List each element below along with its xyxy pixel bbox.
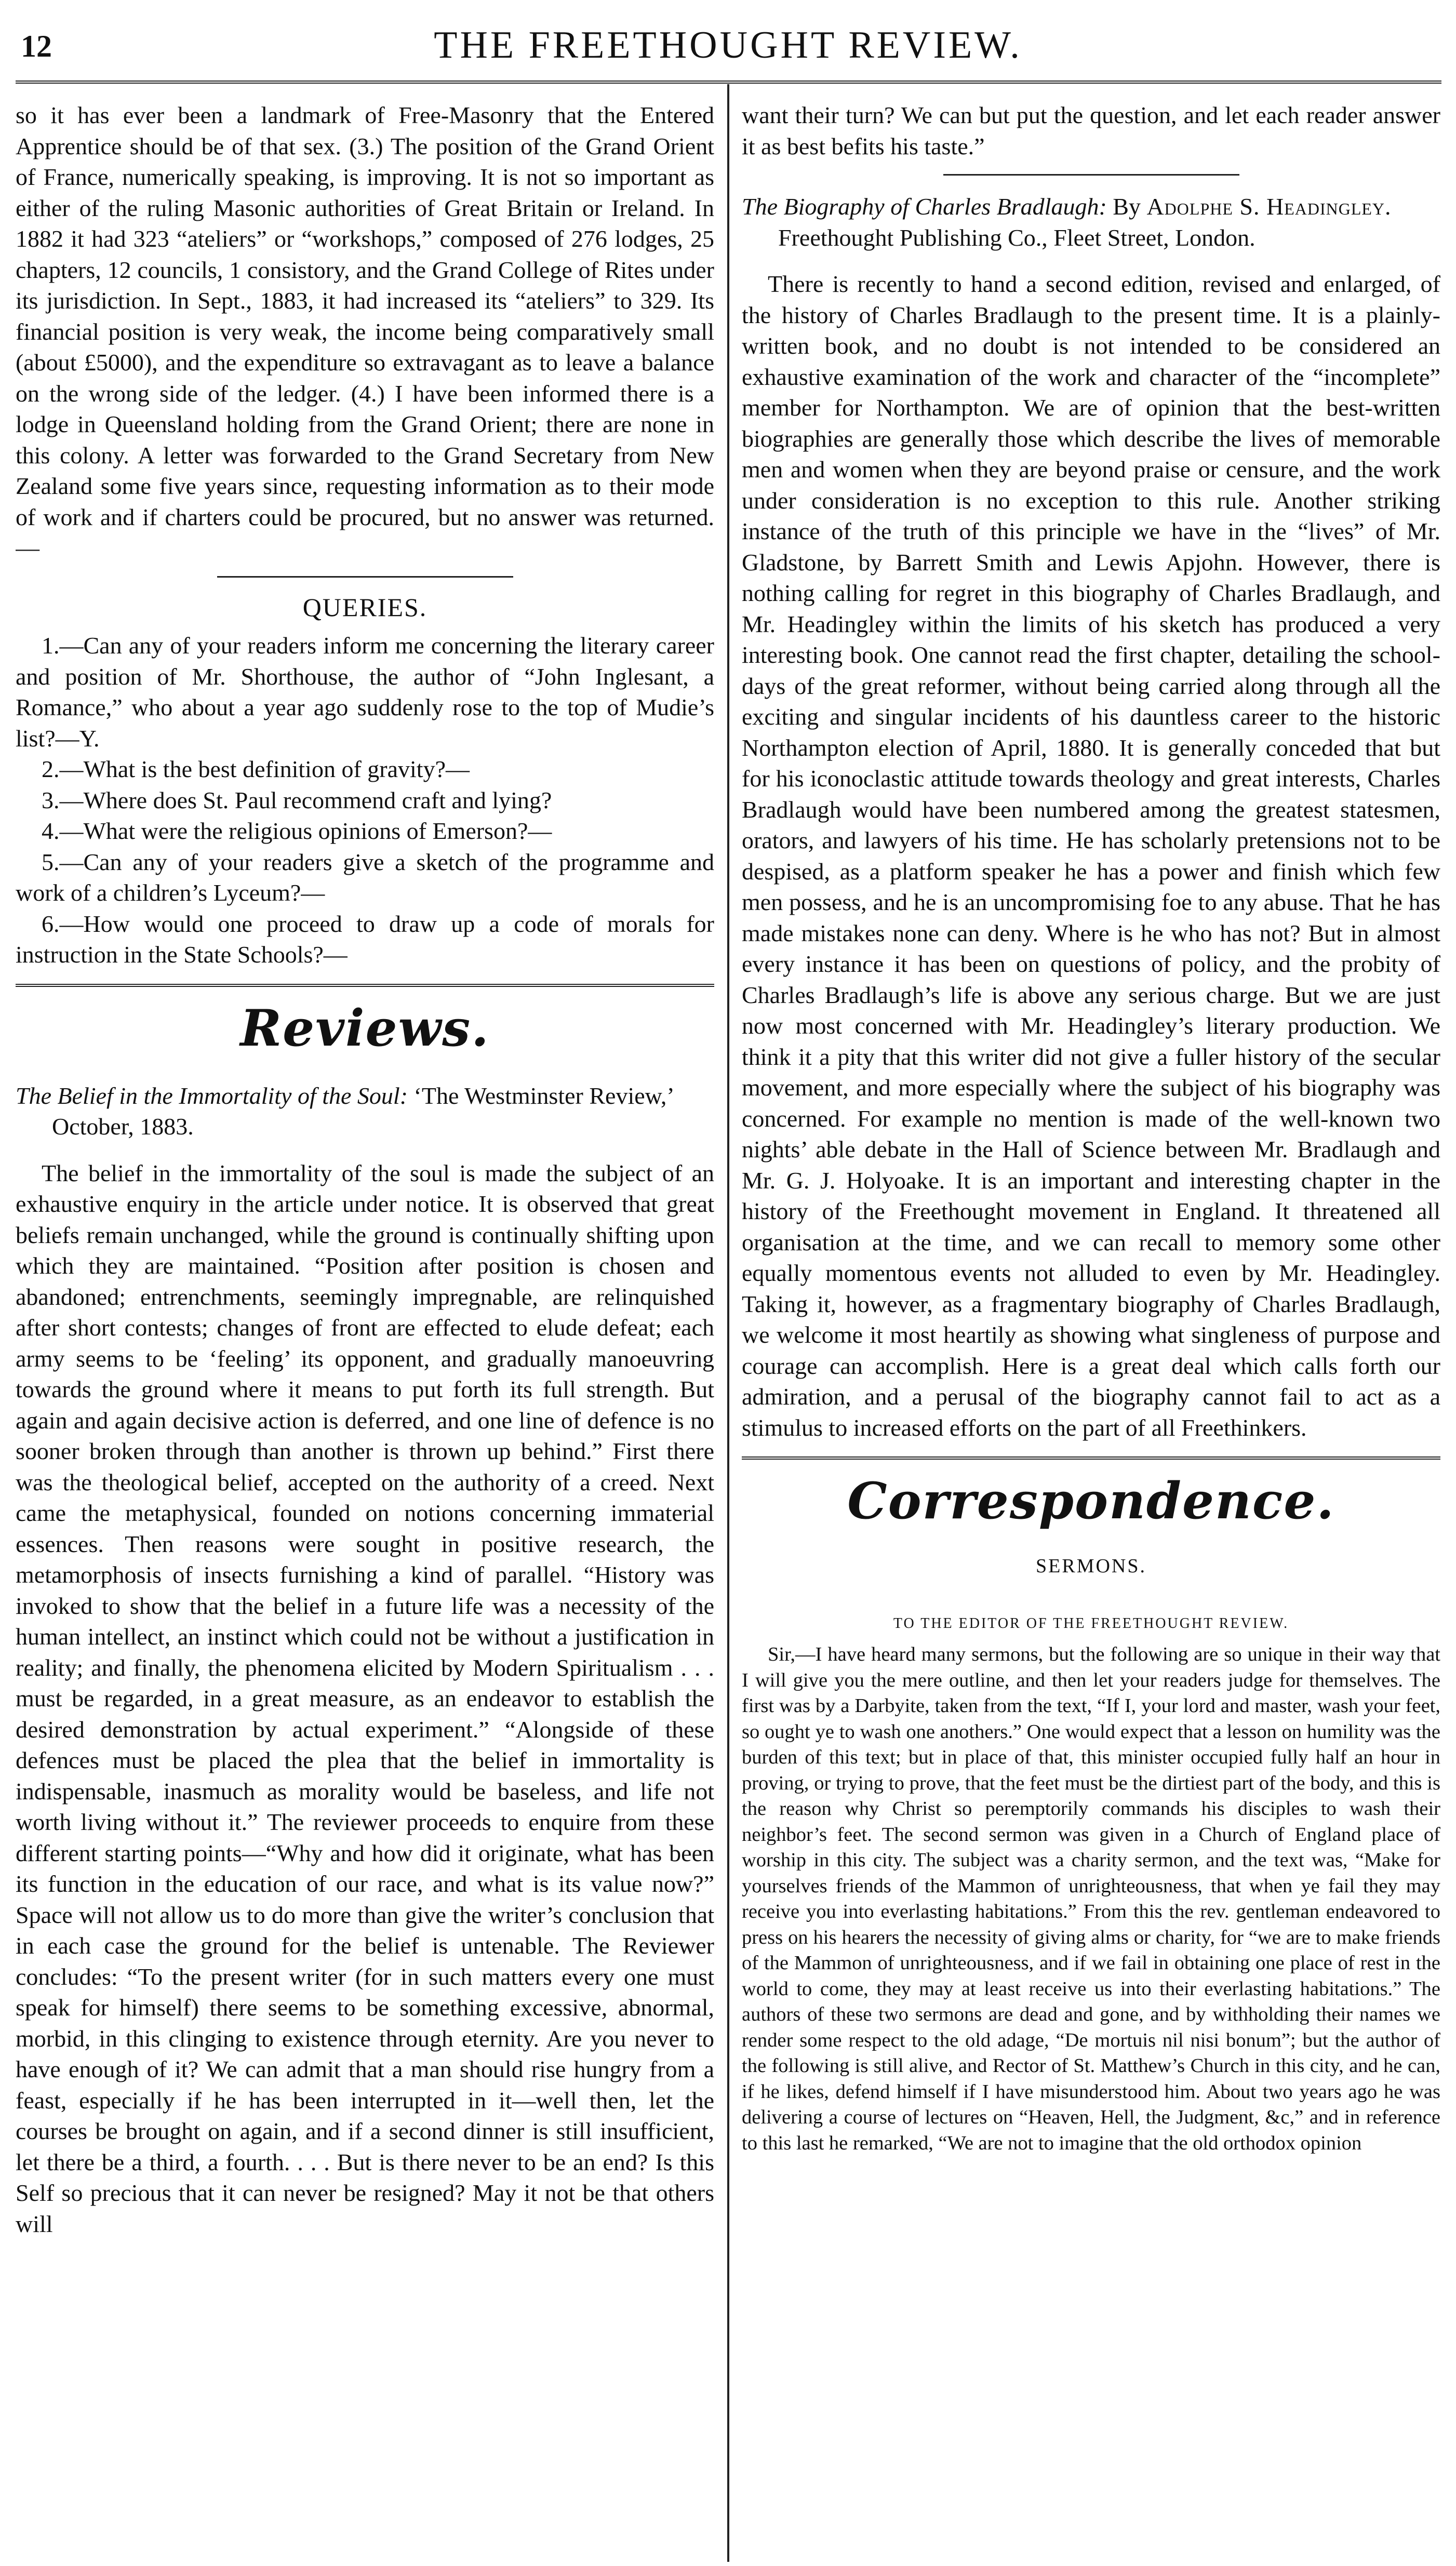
query-item: 4.—What were the religious opinions of Emerson?—: [42, 818, 552, 844]
running-title: THE FREETHOUGHT REVIEW.: [434, 24, 1022, 66]
header-rule: [16, 81, 1441, 84]
page-number: 12: [21, 29, 52, 63]
correspondence-heading: Correspondence.: [847, 1472, 1335, 1530]
sermons-heading: SERMONS.: [1036, 1555, 1146, 1577]
review-title: The Biography of Charles Bradlaugh:: [742, 193, 1107, 220]
query-item: 3.—Where does St. Paul recommend craft and lying?: [42, 786, 552, 813]
review-source: ‘The Westminster Review,’ October, 1883.: [52, 1082, 673, 1140]
query-item: 5.—Can any of your readers give a sketch of the programme and work of a children’s Lyceum?—: [16, 848, 714, 906]
review-publisher: Freethought Publishing Co., Fleet Street, London.: [778, 224, 1255, 251]
query-item: 6.—How would one proceed to draw up a code of morals for instruction in the State Schools?—: [16, 910, 714, 968]
review-by: By: [1113, 193, 1141, 220]
right-column: [742, 100, 1440, 2559]
query-item: 2.—What is the best definition of gravity?—: [42, 756, 470, 782]
review-heading: [742, 191, 1440, 253]
section-double-rule: [16, 984, 714, 987]
review-title: The Belief in the Immortality of the Soul:: [16, 1082, 408, 1109]
column-divider: [727, 84, 729, 2562]
section-double-rule: [742, 1456, 1440, 1460]
review-author: Adolphe S. Headingley.: [1146, 193, 1392, 220]
reviews-heading: Reviews.: [240, 998, 490, 1058]
editor-address: TO THE EDITOR OF THE FREETHOUGHT REVIEW.: [893, 1615, 1289, 1632]
review-heading: [16, 1080, 714, 1142]
left-column: [16, 100, 714, 2559]
review-body: The belief in the immortality of the soul is made the subject of an exhaustive enquiry in the article under notice. It is observed that great beliefs remain unchanged, while the ground is continually shifting upon which they are maintained. “Position after position is chosen and abandoned; entrenchments, seemingly impregnable, are relinquished after short contests; changes of front are effected to elude defeat; each army seems to be ‘feeling’ its opponent, and gradually manoeuvring towards the ground where it means to put forth its full strength. But again and again decisive action is deferred, and one line of defence is no sooner broken through than another is thrown up behind.” First there was the theological belief, accepted on the authority of a creed. Next came the metaphysical, founded on notions concerning immaterial essences. Then reasons were sought in positive research, the metamorphosis of insects furnishing a kind of parallel. “History was invoked to show that the belief in a future life was a necessity of the human intellect, an instinct which could not be without a justification in reality; and finally, the phenomena elicited by Modern Spiritualism . . . must be regarded, in a great measure, as an endeavor to establish the desired demonstration by actual experiment.” “Alongside of these defences must be placed the plea that the belief in immortality is indispensable, inasmuch as morality would be baseless, and life not worth living without it.” The reviewer proceeds to enquire from these different starting points—“Why and how did it originate, what has been its function in the education of our race, and what is its value now?” Space will not allow us to do more than give the writer’s conclusion that in each case the ground for the belief is untenable. The Reviewer concludes: “To the present writer (for in such matters every one must speak for himself) there seems to be something excessive, abnormal, morbid, in this clinging to existence through eternity. Are you never to have enough of it? We can admit that a man should rise hungry from a feast, especially if he has been interrupted in it—well then, let the courses be brought on again, and if a second dinner is still insufficient, let there be a third, a fourth. . . . But is there never to be an end? Is this Self so precious that it can never be resigned? May it not be that others will: [16, 1159, 714, 2237]
section-rule: [943, 174, 1239, 176]
review-continuation: want their turn? We can but put the question, and let each reader answer it as best befits his taste.”: [742, 102, 1440, 159]
queries-heading: QUERIES.: [302, 592, 428, 622]
page-header: [0, 0, 1456, 88]
letter-body: Sir,—I have heard many sermons, but the following are so unique in their way that I will give you the mere outline, and then let your readers judge for themselves. The first was by a Darbyite, taken from the text, “If I, your lord and master, wash your feet, so ought ye to wash one anothers.” One would expect that a lesson on humility was the burden of this text; but in place of that, this minister occupied fully half an hour in proving, or trying to prove, that the feet must be the dirtiest part of the body, and this is the reason why Christ so peremptorily commands his disciples to wash their neighbor’s feet. The second sermon was given in a Church of England place of worship in this city. The subject was a charity sermon, and the text was, “Make for yourselves friends of the Mammon of unrighteousness, that when ye fail they may receive you into everlasting habitations.” From this the rev. gentleman endeavored to press on his hearers the necessity of giving alms or charity, for “we are to make friends of the Mammon of unrighteousness, and if we fail in obtaining one place of rest in the world to come, they may at least receive us into their everlasting habitations.” The authors of these two sermons are dead and gone, and by withholding their names we render some respect to the old adage, “De mortuis nil nisi bonum”; but the author of the following is still alive, and Rector of St. Matthew’s Church in this city, and he can, if he likes, defend himself if I have misunderstood him. About two years ago he was delivering a course of lectures on “Heaven, Hell, the Judgment, &c,” and in reference to this last he remarked, “We are not to imagine that the old orthodox opinion: [742, 1643, 1440, 2154]
freemasonry-paragraph: so it has ever been a landmark of Free-Masonry that the Entered Apprentice should be of that sex. (3.) The position of the Grand Orient of France, numerically speaking, is improving. It is not so important as either of the ruling Masonic authorities of Great Britain or Ireland. In 1882 it had 323 “ateliers” or “workshops,” composed of 276 lodges, 25 chapters, 12 councils, 1 consistory, and the Grand College of Rites under its jurisdiction. In Sept., 1883, it had increased its “ateliers” to 329. Its financial position is very weak, the income being comparatively small (about £5000), and the expenditure so extravagant as to leave a balance on the wrong side of the ledger. (4.) I have been informed there is a lodge in Queensland holding from the Grand Orient; there are none in this colony. A letter was forwarded to the Grand Secretary from New Zealand some five years since, requesting information as to their mode of work and if charters could be procured, but no answer was returned.—: [16, 102, 714, 561]
review-body: There is recently to hand a second edition, revised and enlarged, of the history of Charles Bradlaugh to the present time. It is a plainly-written book, and no doubt is not intended to be considered an exhaustive examination of the work and character of the “incomplete” member for Northampton. We are of opinion that the best-written biographies are generally those which describe the lives of memorable men and women when they are beyond praise or censure, and the work under consideration is no exception to this rule. Another striking instance of the truth of this principle we have in the “lives” of Mr. Gladstone, by Barrett Smith and Lewis Apjohn. However, there is nothing calling for regret in this biography of Charles Bradlaugh, and Mr. Headingley within the limits of his sketch has produced a very interesting book. One cannot read the first chapter, detailing the school-days of the great reformer, without being carried along through all the exciting and singular incidents of his dauntless career to the historic Northampton election of April, 1880. It is generally conceded that but for his iconoclastic attitude towards theology and great interests, Charles Bradlaugh would have been numbered among the greatest statesmen, orators, and lawyers of his time. He has scholarly pretensions not to be despised, as a platform speaker he has a power and finish which few men possess, and he is an uncompromising foe to any abuse. That he has made mistakes none can deny. Where is he who has not? But in almost every instance it has been on questions of policy, and the probity of Charles Bradlaugh’s life is above any serious charge. But we are just now most concerned with Mr. Headingley’s literary production. We think it a pity that this writer did not give a fuller history of the secular movement, and more especially where the subject of his biography was concerned. For example no mention is made of the well-known two nights’ able debate in the Hall of Science between Mr. Bradlaugh and Mr. G. J. Holyoake. It is an important and interesting chapter in the history of the Freethought movement in England. It threatened all organisation at the time, and we can recall to memory some other equally momentous events not alluded to even by Mr. Headingley. Taking it, however, as a fragmentary biography of Charles Bradlaugh, we welcome it most heartily as showing what singleness of purpose and courage can accomplish. Here is a great deal which calls forth our admiration, and a perusal of the biography cannot fail to act as a stimulus to increased efforts on the part of all Freethinkers.: [742, 271, 1440, 1441]
section-rule: [217, 576, 513, 578]
query-item: 1.—Can any of your readers inform me concerning the literary career and position of Mr. Shorthouse, the author of “John Inglesant, a Romance,” who about a year ago suddenly rose to the top of Mudie’s list?—Y.: [16, 632, 714, 752]
